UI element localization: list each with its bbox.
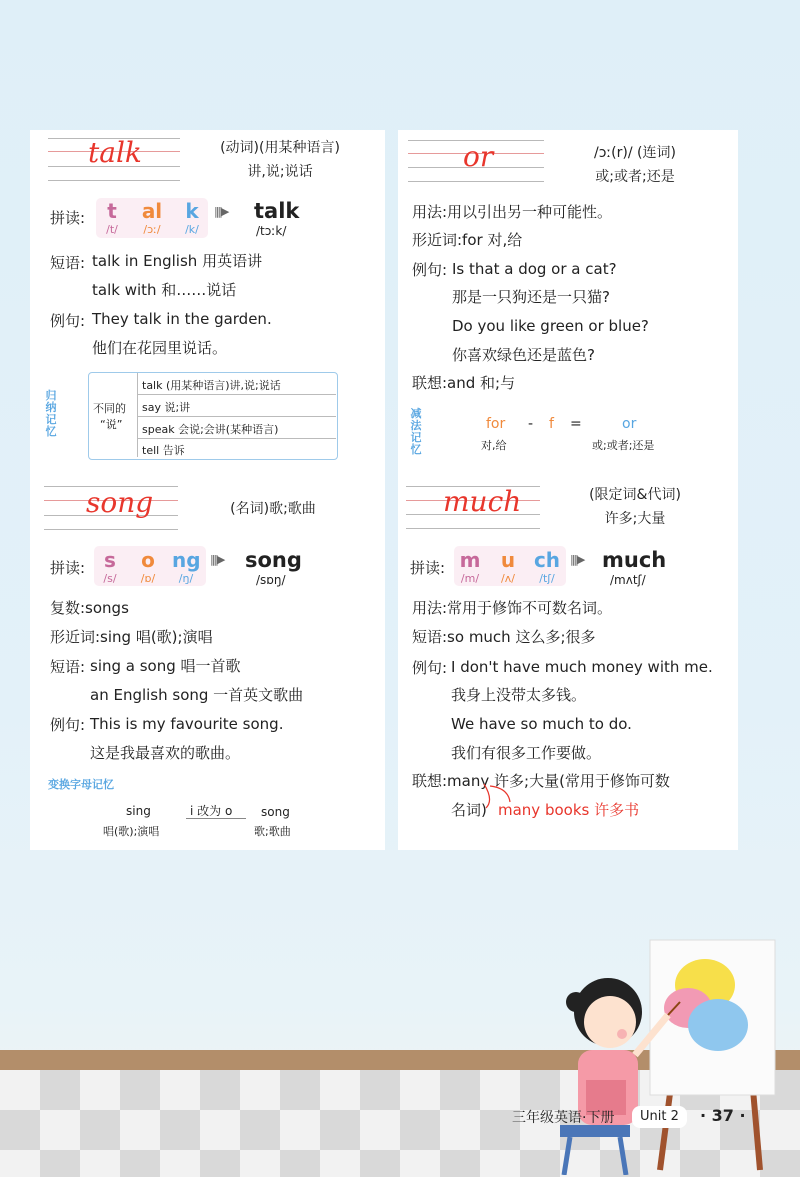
box-row: talk (用某种语言)讲,说;说话	[142, 379, 281, 392]
meaning: 讲,说;说话	[247, 164, 313, 180]
phoneme: /ɔː/	[143, 223, 161, 236]
box-heading: “说”	[100, 418, 123, 431]
arrow-icon: ||||▶	[570, 553, 584, 566]
headword: song	[86, 486, 154, 519]
example-translation: 我们有很多工作要做。	[451, 744, 602, 762]
memo-from: sing	[126, 804, 151, 818]
divider	[138, 438, 336, 439]
phrase: talk with 和……说话	[92, 281, 237, 299]
headword: much	[443, 485, 522, 518]
phonics-letter: t	[107, 199, 117, 223]
memo-to-meaning: 歌;歌曲	[254, 825, 291, 838]
phoneme: /ŋ/	[178, 572, 194, 585]
example-label: 例句:	[50, 716, 86, 734]
example-sentence: Is that a dog or a cat?	[452, 260, 617, 278]
headword: talk	[88, 136, 142, 169]
book-title: 三年级英语·下册	[512, 1110, 615, 1126]
memo-arrow	[186, 818, 246, 819]
example-translation: 这是我最喜欢的歌曲。	[90, 744, 241, 762]
association-cont: 名词)	[451, 801, 487, 819]
example-translation: 我身上没带太多钱。	[451, 686, 587, 704]
example-label: 例句:	[412, 261, 448, 279]
phonics-letter: o	[141, 548, 155, 572]
phoneme: /t/	[106, 223, 118, 236]
phonics-letter: ch	[533, 548, 561, 572]
left-column	[30, 130, 385, 850]
phoneme: /ʌ/	[501, 572, 515, 585]
phonics-letter: s	[104, 548, 116, 572]
spell-label: 拼读:	[410, 559, 446, 577]
phonics-letter: m	[459, 548, 481, 572]
memo-title: 变换字母记忆	[48, 778, 114, 791]
example-translation: 他们在花园里说话。	[92, 339, 228, 357]
link-curve	[480, 782, 516, 810]
phonics-letter: al	[141, 199, 163, 223]
phoneme: /s/	[103, 572, 117, 585]
subtract-a-meaning: 对,给	[481, 439, 507, 452]
blended-word: much	[602, 548, 667, 572]
part-of-speech: (动词)(用某种语言)	[220, 140, 340, 156]
phrase: talk in English 用英语讲	[92, 252, 263, 270]
minus-sign: -	[528, 416, 534, 432]
plural: 复数:songs	[50, 599, 129, 617]
side-note: 减法记忆	[410, 407, 422, 456]
subtract-result-meaning: 或;或者;还是	[592, 439, 655, 452]
divider	[137, 373, 138, 457]
headword: or	[463, 140, 494, 173]
example-sentence: This is my favourite song.	[90, 715, 284, 733]
memo-change: i 改为 o	[190, 804, 233, 818]
part-of-speech: (名词)歌;歌曲	[230, 501, 316, 517]
pronunciation-pos: /ɔː(r)/ (连词)	[594, 145, 676, 161]
phrase: sing a song 唱一首歌	[90, 657, 241, 675]
phoneme: /k/	[185, 223, 199, 236]
phrase-label: 短语:	[50, 254, 86, 272]
example-sentence: We have so much to do.	[451, 715, 632, 733]
subtract-b: f	[549, 416, 554, 432]
phoneme: /ɒ/	[140, 572, 156, 585]
ipa: /mʌtʃ/	[610, 573, 646, 587]
example-sentence: Do you like green or blue?	[452, 317, 649, 335]
similar-word: 形近词:sing 唱(歌);演唱	[50, 628, 213, 646]
page-number: · 37 ·	[700, 1106, 746, 1125]
arrow-icon: ||||▶	[210, 553, 224, 566]
spell-label: 拼读:	[50, 209, 86, 227]
blended-word: talk	[254, 199, 300, 223]
ipa: /tɔːk/	[256, 224, 287, 238]
phonics-letter: ng	[172, 548, 201, 572]
example-sentence: They talk in the garden.	[92, 310, 272, 328]
phonics-letter: k	[185, 199, 199, 223]
usage: 用法:用以引出另一种可能性。	[412, 203, 613, 221]
unit-badge: Unit 2	[632, 1106, 687, 1128]
part-of-speech: (限定词&代词)	[589, 487, 681, 503]
phoneme: /m/	[460, 572, 480, 585]
example-label: 例句:	[412, 659, 448, 677]
phrase-label: 短语:	[50, 658, 86, 676]
meaning: 或;或者;还是	[595, 169, 675, 185]
box-row: say 说;讲	[142, 401, 191, 414]
memo-from-meaning: 唱(歌);演唱	[103, 825, 160, 838]
example-translation: 那是一只狗还是一只猫?	[452, 288, 610, 306]
example-translation: 你喜欢绿色还是蓝色?	[452, 346, 595, 364]
example-label: 例句:	[50, 312, 86, 330]
meaning: 许多;大量	[604, 511, 666, 527]
similar-word: 形近词:for 对,给	[412, 231, 523, 249]
girl-painting-illustration	[540, 930, 780, 1175]
box-row: speak 会说;会讲(某种语言)	[142, 423, 279, 436]
box-row: tell 告诉	[142, 444, 185, 457]
blended-word: song	[245, 548, 302, 572]
example-sentence: I don't have much money with me.	[451, 658, 713, 676]
box-heading: 不同的	[93, 402, 126, 415]
association: 联想:and 和;与	[412, 374, 516, 392]
divider	[138, 394, 336, 395]
subtract-result: or	[622, 416, 637, 432]
memo-to: song	[261, 805, 290, 819]
phonics-letter: u	[500, 548, 516, 572]
association: 联想:many 许多;大量(常用于修饰可数	[412, 772, 670, 790]
association-example: many books 许多书	[498, 801, 640, 819]
phrase: an English song 一首英文歌曲	[90, 686, 304, 704]
usage: 用法:常用于修饰不可数名词。	[412, 599, 613, 617]
phoneme: /tʃ/	[539, 572, 555, 585]
side-note: 归纳记忆	[45, 389, 57, 438]
phrase: 短语:so much 这么多;很多	[412, 628, 596, 646]
equals-sign: =	[570, 416, 582, 432]
divider	[138, 416, 336, 417]
ipa: /sɒŋ/	[256, 573, 286, 587]
spell-label: 拼读:	[50, 559, 86, 577]
arrow-icon: ||||▶	[214, 205, 228, 218]
subtract-a: for	[486, 416, 506, 432]
